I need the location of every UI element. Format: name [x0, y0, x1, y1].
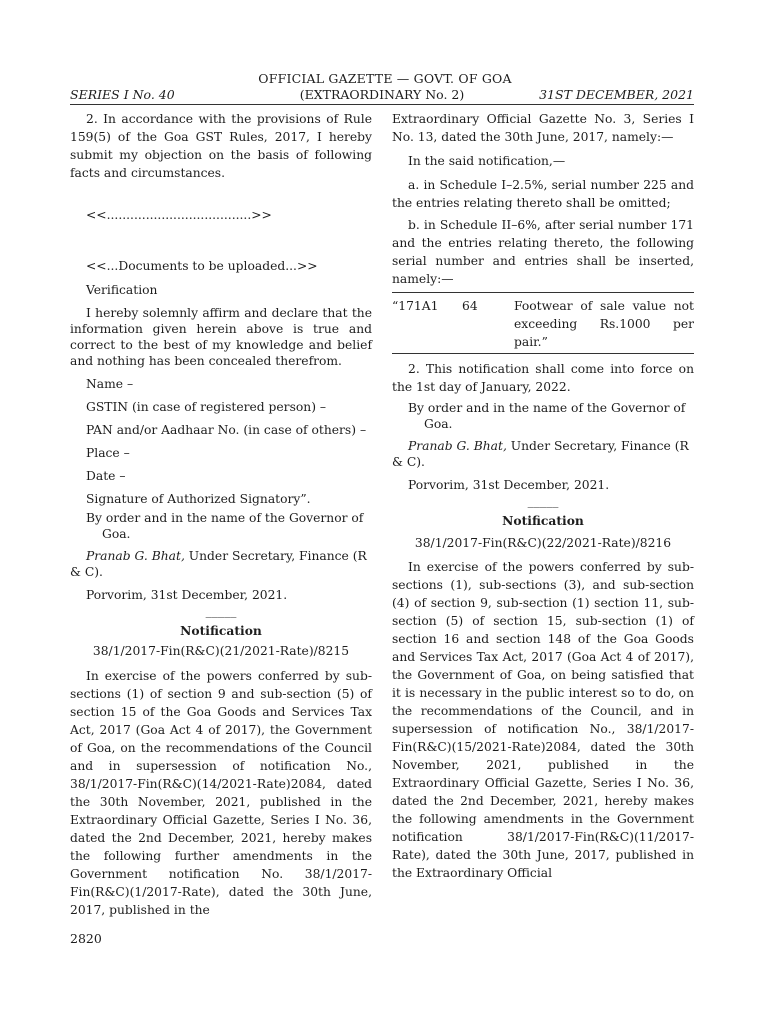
notification-body: In exercise of the powers conferred by sub-sections (1) of section 9 and sub-section (5) of section 15 of the Goa Goods and Services Tax Act, 2017 (Goa Act 4 of 2017), the Government of Goa, on the recommendations of the Council and in supersession of notification No., 38/1/2017-Fin(R&C)(14/2021-Rate)2084, dated the 30th November, 2021, published in the Extraordinary Official Gazette, Series I No. 36, dated the 2nd December, 2021, hereby makes the following further amendments in the Government notification No. 38/1/2017-Fin(R&C)(1/2017-Rate), dated the 30th June, 2017, published in the [70, 669, 372, 917]
placeholder-objection: <<.....................................>> [86, 208, 272, 222]
amendment-b: b. in Schedule II–6%, after serial number 171 and the entries relating thereto, the following serial number and entries shall be inserted, namely:— [392, 218, 694, 286]
series-number: SERIES I No. 40 [70, 87, 175, 102]
gstin-field-label: GSTIN (in case of registered person) – [86, 400, 327, 414]
table-serial-cell: “171A1 [392, 299, 439, 313]
commencement-paragraph: 2. This notification shall come into force on the 1st day of January, 2022. [392, 362, 694, 394]
notification-number: 38/1/2017-Fin(R&C)(21/2021-Rate)/8215 [92, 644, 350, 658]
declaration-paragraph: I hereby solemnly affirm and declare that the information given herein above is true and correct to the best of my knowledge and belief and nothing has been concealed therefrom. [70, 306, 372, 368]
right-column [392, 110, 694, 882]
verification-heading: Verification [86, 283, 158, 297]
issue-date: 31ST DECEMBER, 2021 [539, 87, 694, 102]
place-and-date: Porvorim, 31st December, 2021. [86, 588, 288, 602]
section-divider: _____ [205, 604, 237, 618]
signer-name: Pranab G. Bhat, [86, 549, 185, 563]
signer-title: Under Secretary, Finance (R & C). [392, 439, 689, 469]
place-field-label: Place – [86, 446, 130, 460]
name-field-label: Name – [86, 377, 134, 391]
signer-title: Under Secretary, Finance (R & C). [70, 549, 367, 579]
left-column [70, 110, 372, 919]
amendment-a: a. in Schedule I–2.5%, serial number 225 and the entries relating thereto shall be omitted; [392, 178, 694, 210]
header-rule [70, 104, 694, 105]
gazette-header-row [70, 87, 694, 103]
signer-block [70, 548, 372, 580]
signer-block [392, 438, 694, 470]
notification-heading: Notification [502, 513, 584, 528]
pan-field-label: PAN and/or Aadhaar No. (in case of others) – [86, 423, 367, 437]
gazette-title: OFFICIAL GAZETTE — GOVT. OF GOA [258, 71, 512, 86]
notification-number: 38/1/2017-Fin(R&C)(22/2021-Rate)/8216 [414, 536, 672, 550]
signature-field-label: Signature of Authorized Signatory”. [86, 492, 311, 506]
placeholder-documents: <<...Documents to be uploaded...>> [86, 259, 318, 273]
objection-paragraph: 2. In accordance with the provisions of Rule 159(5) of the Goa GST Rules, 2017, I hereby submit my objection on the basis of following facts and circumstances. [70, 112, 372, 180]
signer-name: Pranab G. Bhat, [408, 439, 507, 453]
order-by-governor: By order and in the name of the Governor of Goa. [86, 511, 364, 541]
section-divider: _____ [527, 494, 559, 508]
table-code-cell: 64 [462, 299, 478, 313]
notification-heading: Notification [180, 623, 262, 638]
inserted-entry-table [392, 292, 694, 354]
date-field-label: Date – [86, 469, 126, 483]
place-and-date: Porvorim, 31st December, 2021. [408, 478, 610, 492]
table-description-cell: Footwear of sale value not exceeding Rs.1000 per pair.” [514, 299, 694, 349]
extraordinary-number: (EXTRAORDINARY No. 2) [299, 87, 465, 102]
said-notification-intro: In the said notification,— [408, 154, 566, 168]
gazette-reference: Extraordinary Official Gazette No. 3, Series I No. 13, dated the 30th June, 2017, namely:— [392, 112, 694, 144]
order-by-governor: By order and in the name of the Governor of Goa. [408, 401, 686, 431]
page-number: 2820 [70, 931, 102, 946]
notification-body: In exercise of the powers conferred by sub-sections (1), sub-sections (3), and sub-section (4) of section 9, sub-section (1) section 11, sub-section (5) of section 15, sub-section (1) of section 16 and section 148 of the Goa Goods and Services Tax Act, 2017 (Goa Act 4 of 2017), the Government of Goa, on being satisfied that it is necessary in the public interest so to do, on the recommendations of the Council, and in supersession of notification No., 38/1/2017-Fin(R&C)(15/2021-Rate)2084, dated the 30th November, 2021, published in the Extraordinary Official Gazette, Series I No. 36, dated the 2nd December, 2021, hereby makes the following amendments in the Government notification 38/1/2017-Fin(R&C)(11/2017- Rate), dated the 30th June, 2017, published in the Extraordinary Official [392, 560, 694, 880]
